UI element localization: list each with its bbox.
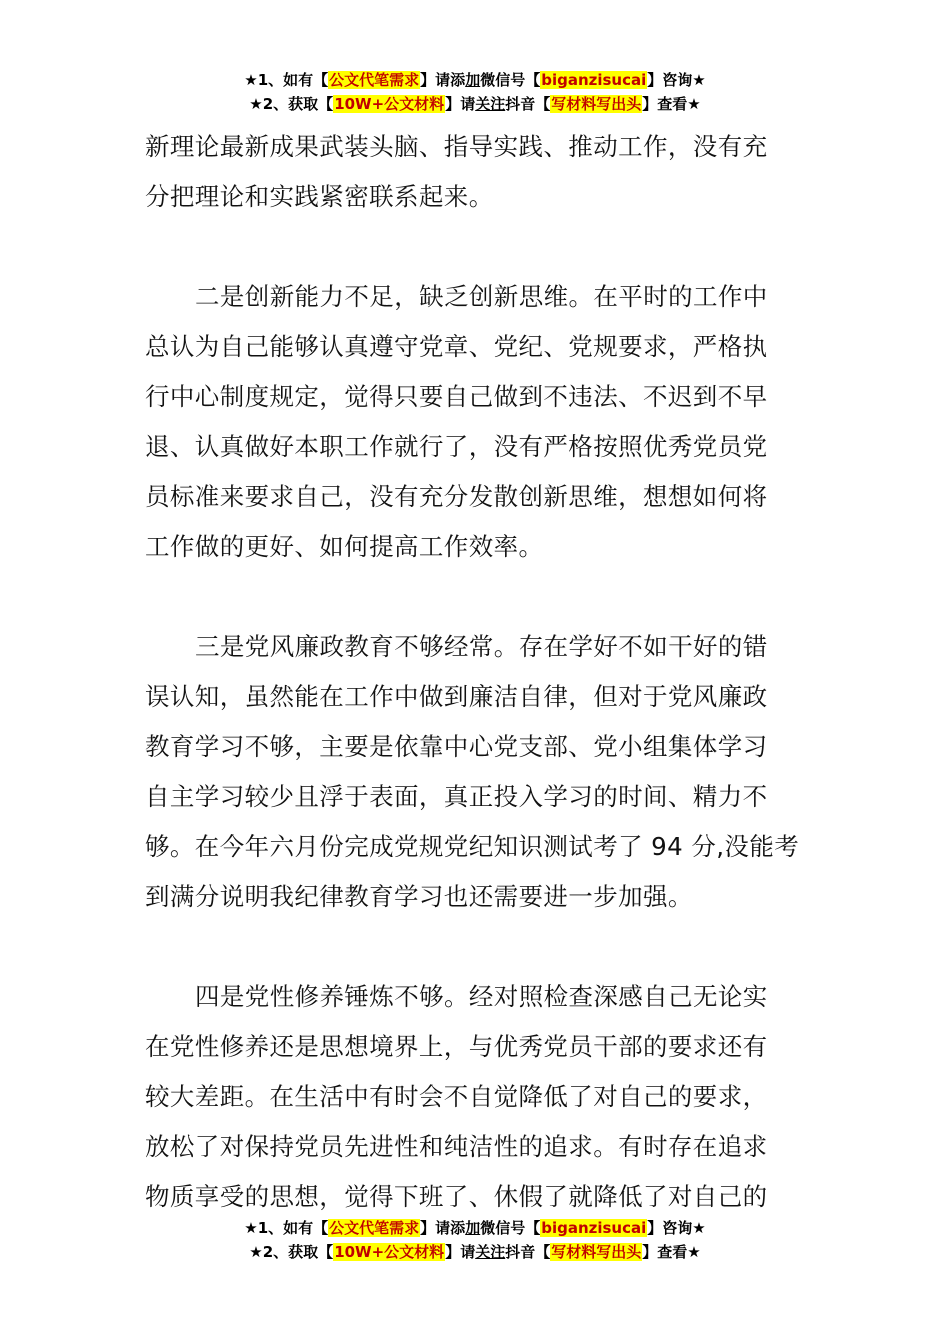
text-line: 够。在今年六月份完成党规党纪知识测试考了 94 分,没能考 xyxy=(145,832,800,861)
banner-line-1 xyxy=(0,68,950,92)
banner-line-1 xyxy=(0,1216,950,1240)
banner-text: 】请 xyxy=(445,1243,476,1261)
banner-text: 抖音【 xyxy=(505,95,551,113)
text-line: 行中心制度规定，觉得只要自己做到不违法、不迟到不早 xyxy=(145,382,768,411)
banner-text: ★2、获取【 xyxy=(249,95,334,113)
text-line: 二是创新能力不足，缺乏创新思维。在平时的工作中 xyxy=(195,282,768,311)
paragraph-innovation xyxy=(145,272,807,572)
banner-line-2 xyxy=(0,92,950,116)
text-line: 在党性修养还是思想境界上，与优秀党员干部的要求还有 xyxy=(145,1032,768,1061)
text-line: 分把理论和实践紧密联系起来。 xyxy=(145,182,494,211)
banner-underline: 关注 xyxy=(475,95,506,113)
banner-text: 】请 xyxy=(445,95,476,113)
banner-text: 】咨询★ xyxy=(647,1219,706,1237)
banner-text: ★2、获取【 xyxy=(249,1243,334,1261)
banner-text: 抖音【 xyxy=(505,1243,551,1261)
banner-highlight: 公文代笔需求 xyxy=(329,1219,420,1237)
banner-text: 】查看★ xyxy=(642,95,701,113)
banner-highlight: 写材料写出头 xyxy=(551,95,642,113)
banner-highlight: biganzisucai xyxy=(541,71,647,89)
text-line: 员标准来要求自己，没有充分发散创新思维，想想如何将 xyxy=(145,482,768,511)
paragraph-continuation xyxy=(145,122,807,222)
banner-highlight: 写材料写出头 xyxy=(551,1243,642,1261)
banner-underline: 加 xyxy=(465,71,481,89)
text-line: 误认知，虽然能在工作中做到廉洁自律，但对于党风廉政 xyxy=(145,682,768,711)
banner-highlight: 10W+公文材料 xyxy=(334,1243,445,1261)
banner-text: ★1、如有【 xyxy=(244,1219,329,1237)
text-line: 新理论最新成果武装头脑、指导实践、推动工作，没有充 xyxy=(145,132,768,161)
text-line: 总认为自己能够认真遵守党章、党纪、党规要求，严格执 xyxy=(145,332,768,361)
text-line: 较大差距。在生活中有时会不自觉降低了对自己的要求， xyxy=(145,1082,768,1111)
paragraph-party-spirit xyxy=(145,972,807,1222)
text-line: 物质享受的思想，觉得下班了、休假了就降低了对自己的 xyxy=(145,1182,768,1211)
banner-line-2 xyxy=(0,1240,950,1264)
banner-text: 微信号【 xyxy=(480,1219,541,1237)
banner-highlight: biganzisucai xyxy=(541,1219,647,1237)
footer-banner xyxy=(0,1216,950,1264)
banner-underline: 关注 xyxy=(475,1243,506,1261)
header-banner xyxy=(0,68,950,116)
text-line: 放松了对保持党员先进性和纯洁性的追求。有时存在追求 xyxy=(145,1132,768,1161)
text-line: 三是党风廉政教育不够经常。存在学好不如干好的错 xyxy=(195,632,768,661)
banner-text: 】咨询★ xyxy=(647,71,706,89)
text-line: 退、认真做好本职工作就行了，没有严格按照优秀党员党 xyxy=(145,432,768,461)
text-line: 教育学习不够，主要是依靠中心党支部、党小组集体学习 xyxy=(145,732,768,761)
banner-text: ★1、如有【 xyxy=(244,71,329,89)
text-line: 自主学习较少且浮于表面，真正投入学习的时间、精力不 xyxy=(145,782,768,811)
banner-text: 微信号【 xyxy=(480,71,541,89)
text-line: 四是党性修养锤炼不够。经对照检查深感自己无论实 xyxy=(195,982,768,1011)
text-line: 工作做的更好、如何提高工作效率。 xyxy=(145,532,544,561)
banner-highlight: 公文代笔需求 xyxy=(329,71,420,89)
paragraph-integrity-education xyxy=(145,622,807,922)
text-line: 到满分说明我纪律教育学习也还需要进一步加强。 xyxy=(145,882,693,911)
banner-text: 】请添 xyxy=(420,1219,466,1237)
document-body xyxy=(145,122,807,1222)
banner-text: 】查看★ xyxy=(642,1243,701,1261)
banner-underline: 加 xyxy=(465,1219,481,1237)
banner-text: 】请添 xyxy=(420,71,466,89)
banner-highlight: 10W+公文材料 xyxy=(334,95,445,113)
